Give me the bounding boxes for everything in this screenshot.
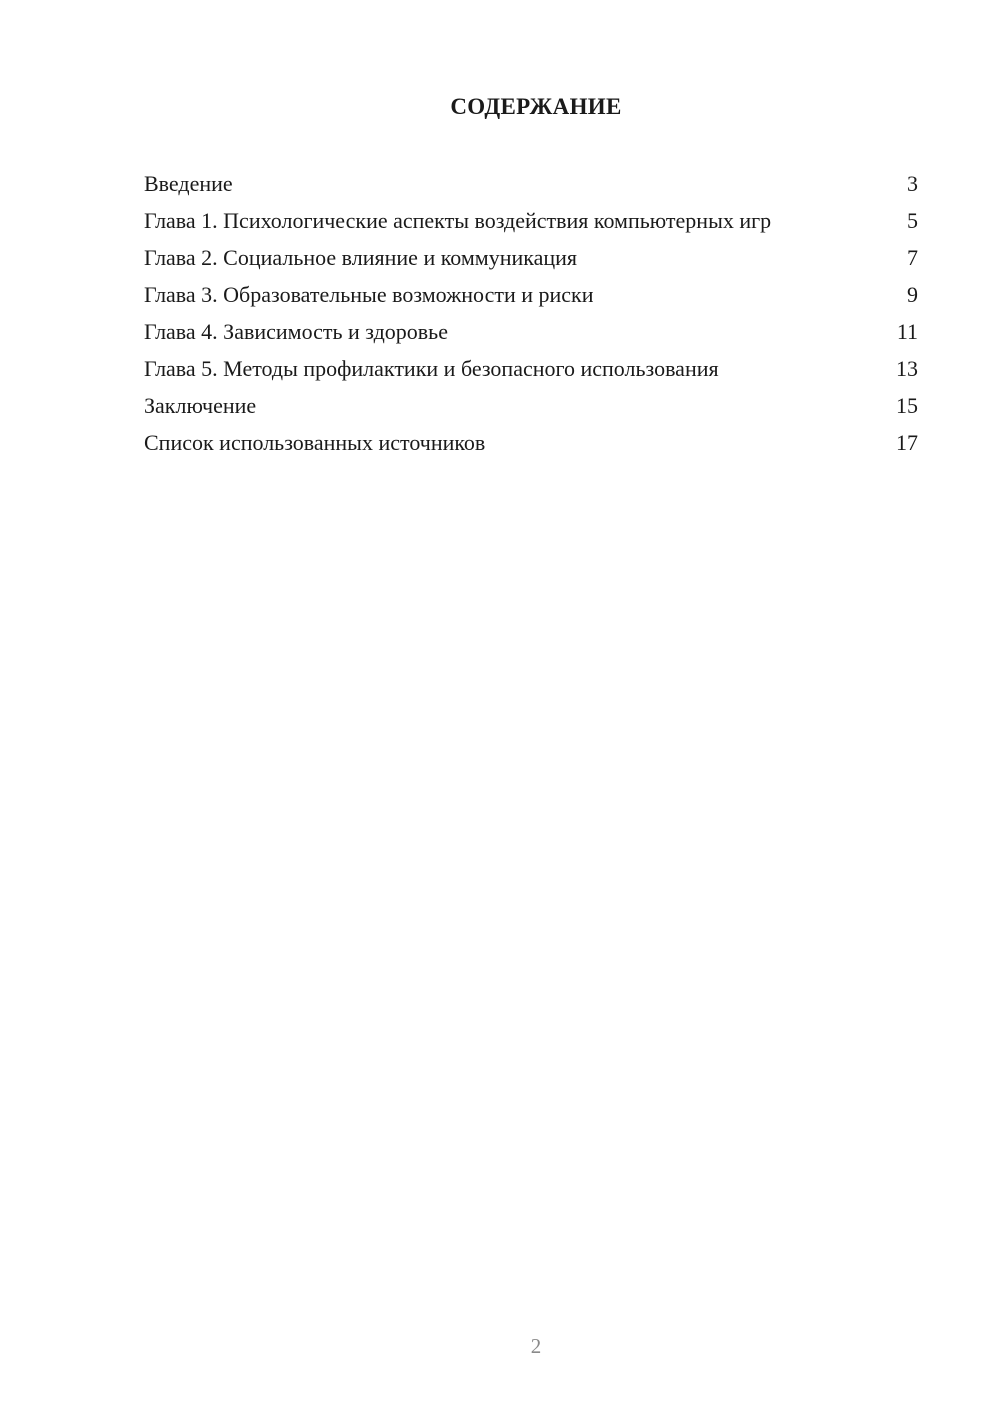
toc-entry-introduction [144,170,918,198]
toc-entry-label: Глава 3. Образовательные возможности и риски [144,282,594,307]
toc-entry-label: Глава 4. Зависимость и здоровье [144,319,448,344]
toc-entry-label: Введение [144,171,233,196]
toc-entry-page: 17 [896,430,918,455]
toc-entry-label: Глава 2. Социальное влияние и коммуникация [144,245,578,270]
toc-entry-label: Глава 5. Методы профилактики и безопасного использования [144,356,719,381]
toc-entry-label: Глава 1. Психологические аспекты воздействия компьютерных игр [144,208,772,233]
toc-entry-chapter-2 [144,244,918,272]
page-number: 2 [530,1334,542,1358]
toc-entry-page: 7 [907,245,918,270]
toc-entry-conclusion [144,392,918,420]
toc-entry-chapter-5 [144,355,918,383]
toc-entry-label: Заключение [144,393,257,418]
toc-entry-page: 13 [896,356,918,381]
toc-entry-page: 5 [907,208,918,233]
toc-entry-chapter-1 [144,207,918,235]
toc-title: СОДЕРЖАНИЕ [450,94,622,119]
toc-entry-page: 9 [907,282,918,307]
toc-entry-label: Список использованных источников [144,430,486,455]
toc-list [144,170,918,466]
toc-entry-chapter-4 [144,318,918,346]
toc-entry-references [144,429,918,457]
toc-entry-page: 3 [907,171,918,196]
toc-entry-page: 15 [896,393,918,418]
toc-entry-chapter-3 [144,281,918,309]
toc-entry-page: 11 [896,319,918,344]
